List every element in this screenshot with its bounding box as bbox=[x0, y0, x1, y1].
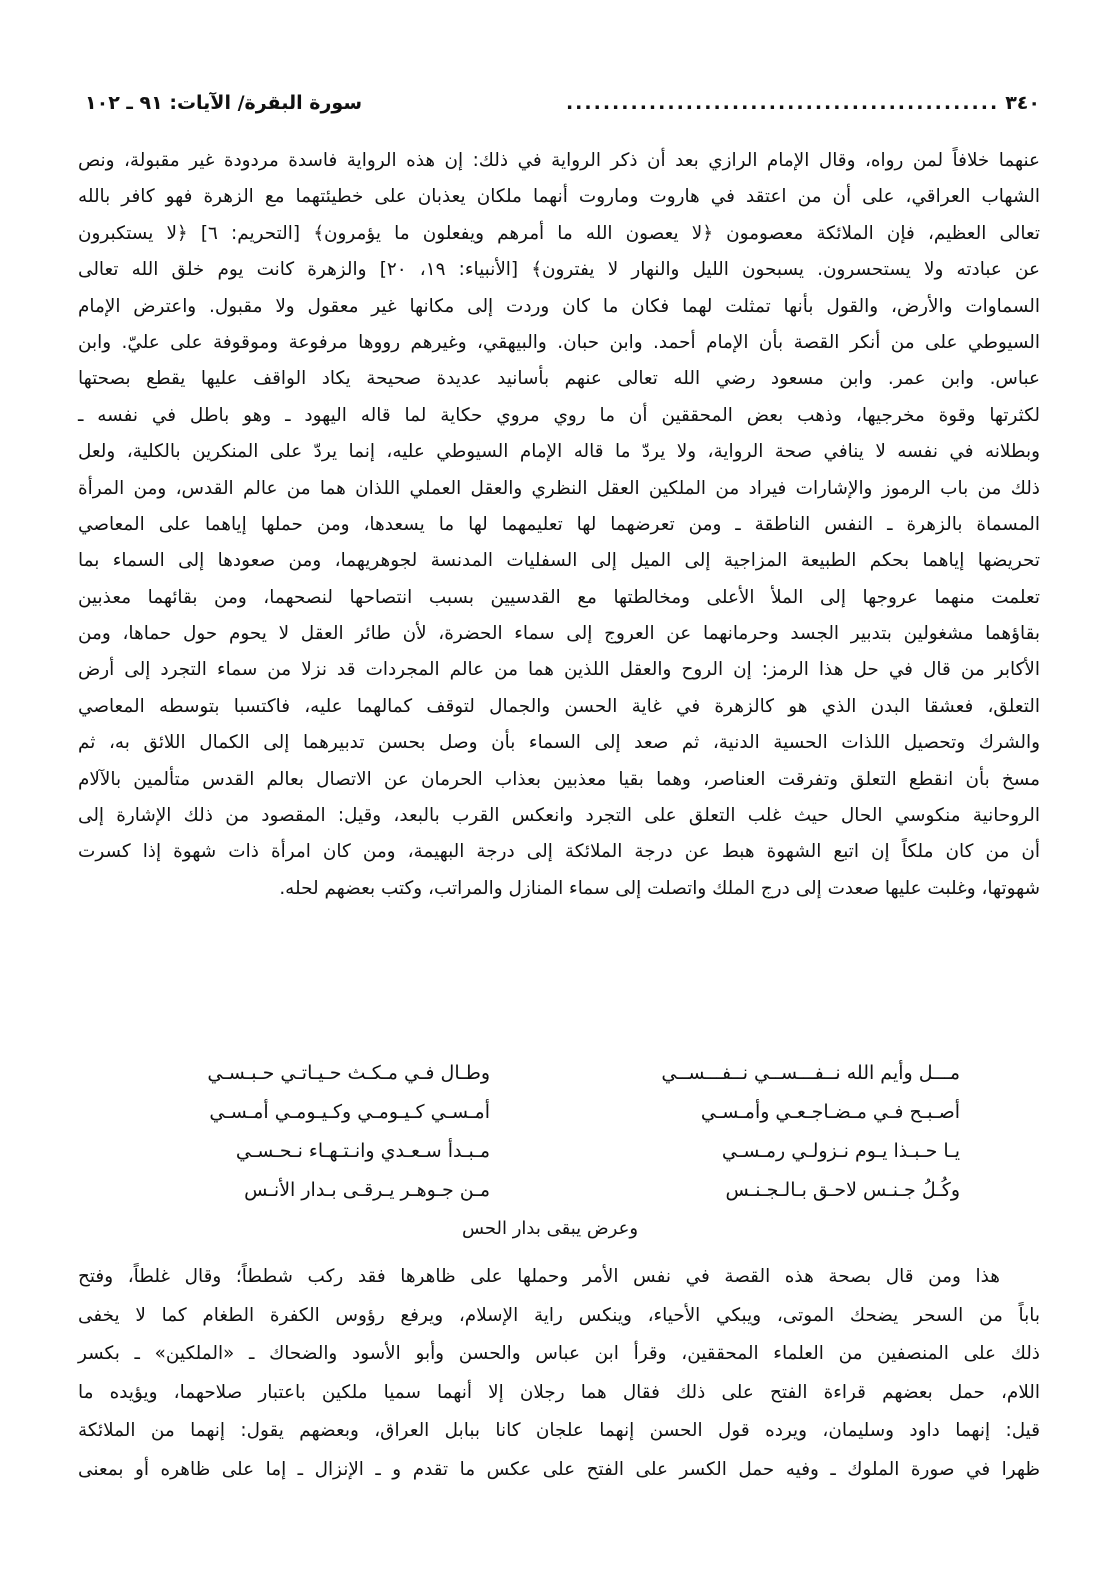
text-line: والشرك وتحصيل اللذات الحسية الدنية، ثم صعد إلى السماء بأن وصل بحسن تدبيرهما إلى الكمال اللائق به، ثم bbox=[78, 732, 1040, 754]
poem-closing-line: وعرض يبقى بدار الحس bbox=[461, 1218, 639, 1239]
header-leader-dots: ............................................... bbox=[565, 92, 1000, 114]
poem-verse bbox=[130, 1093, 960, 1132]
text-line: بقاؤهما مشغولين بتدبير الجسد وحرمانهما عن العروج إلى سماء الحضرة، لأن طائر العقل لا يحوم حول حماها، ومن bbox=[78, 623, 1040, 645]
paragraph-2 bbox=[78, 1258, 1040, 1489]
text-line: قيل: إنهما داود وسليمان، ويرده قول الحسن إنهما علجان كانا ببابل العراق، وبعضهم يقول: إنهما من الملائكة bbox=[78, 1420, 1040, 1441]
text-line: التعلق، فعشقا البدن الذي هو كالزهرة في غاية الحسن والجمال لتوقف كمالهما عليه، فاكتسبا بتوسطه المعاصي bbox=[78, 695, 1040, 717]
first-hemistich: وكُـلُ جـنـس لاحـق بـالـجـنـس bbox=[725, 1179, 960, 1201]
text-line: لكثرتها وقوة مخرجيها، وذهب بعض المحققين أن ما روي مروي حكاية لما قاله اليهود ـ وهو باطل في نفسه ـ bbox=[78, 404, 1040, 426]
text-line: المسماة بالزهرة ـ النفس الناطقة ـ ومن تعرضهما لها تعليمهما لها ما يسعدها، ومن حملها إياهما على المعاصي bbox=[78, 513, 1040, 535]
second-hemistich: وطـال فـي مـكـث حـيـاتـي حـبـسـي bbox=[207, 1062, 490, 1084]
text-line: عنهما خلافاً لمن رواه، وقال الإمام الرازي بعد أن ذكر الرواية في ذلك: إن هذه الرواية فاسدة مردودة غير مقبولة، ونص bbox=[78, 150, 1040, 171]
text-line: السيوطي على من أنكر القصة بأن الإمام أحمد. وابن حبان. والبيهقي، وغيرهم رووها مرفوعة وموقوفة على عليّ. وابن bbox=[78, 331, 1040, 353]
poem-verse bbox=[130, 1054, 960, 1093]
text-line: عن عبادته ولا يستحسرون. يسبحون الليل والنهار لا يفترون﴾ [الأنبياء: ١٩، ٢٠] والزهرة كانت يوم خلق الله تعالى bbox=[78, 259, 1040, 281]
text-line: اللام، حمل بعضهم قراءة الفتح على ذلك فقال هما رجلان إلا أنهما سميا ملكين باعتبار صلاحهما، ويؤيده ما bbox=[78, 1381, 1040, 1403]
first-hemistich: يـا حـبـذا يـوم نـزولـي رمـسـي bbox=[721, 1140, 960, 1162]
first-hemistich: مـــل وأيم الله نــفـــســي نــفـــســي bbox=[661, 1062, 960, 1084]
text-line: الأكابر من قال في حل هذا الرمز: إن الروح والعقل اللذين هما من عالم المجردات قد نزلا من سماء التجرد إلى أرض bbox=[78, 659, 1040, 681]
second-hemistich: مـن جـوهـر يـرقـى بـدار الأنـس bbox=[244, 1179, 490, 1201]
text-line: وبطلانه في نفسه لا ينافي صحة الرواية، ولا يردّ ما قاله الإمام السيوطي عليه، إنما يردّ على المنكرين بالكلية، ولعل bbox=[78, 441, 1040, 463]
text-line: تعلمت منهما عروجها إلى الملأ الأعلى ومخالطتها مع القدسيين بسبب انتصاحها لنصحهما، ومن بقائهما معذبين bbox=[78, 586, 1040, 608]
paragraph-1 bbox=[78, 143, 1040, 907]
second-hemistich: أمـسـي كـيـومـي وكـيـومـي أمـسـي bbox=[209, 1101, 490, 1123]
text-line: السماوات والأرض، والقول بأنها تمثلت لهما فكان ما كان وردت إلى مكانها غير معقول ولا مقبول. واعترض الإمام bbox=[78, 295, 1040, 317]
text-line: الشهاب العراقي، على أن من اعتقد في هاروت وماروت أنهما ملكان يعذبان على خطيئتهما مع الزهرة فهو كافر بالله bbox=[78, 186, 1040, 208]
text-line: الروحانية منكوسي الحال حيث غلب التعلق على التجرد وانعكس القرب بالبعد، وقيل: المقصود من ذلك الإشارة إلى bbox=[78, 805, 1040, 827]
text-line: ظهرا في صورة الملوك ـ وفيه حمل الكسر على الفتح على عكس ما تقدم و ـ الإنزال ـ إما على ظاهره أو بمعنى bbox=[78, 1458, 1040, 1480]
poem-verse bbox=[130, 1171, 960, 1210]
poem-verse bbox=[130, 1132, 960, 1171]
page-number: ٣٤٠ bbox=[1005, 92, 1040, 114]
text-line: ذلك على المنصفين من العلماء المحققين، وقرأ ابن عباس والحسن وأبو الأسود والضحاك ـ «الملكين» ـ بكسر bbox=[78, 1343, 1040, 1364]
text-line: شهوتها، وغلبت عليها صعدت إلى درج الملك واتصلت إلى سماء المنازل والمراتب، وكتب بعضهم لحله. bbox=[279, 877, 1040, 899]
text-line: ذلك من باب الرموز والإشارات فيراد من الملكين العقل النظري والعقل العملي اللذان هما من عالم القدس، ومن المرأة bbox=[78, 477, 1040, 499]
running-title: سورة البقرة/ الآيات: ٩١ ـ ١٠٢ bbox=[85, 92, 363, 114]
page-header bbox=[85, 86, 1040, 120]
text-line: تحريضها إياهما بحكم الطبيعة المزاجية إلى الميل إلى السفليات المدنسة لجوهريهما، ومن صعودها إلى السماء بما bbox=[78, 550, 1040, 572]
text-line: باباً من السحر يضحك الموتى، ويبكي الأحياء، وينكس راية الإسلام، ويرفع رؤوس الكفرة الطغام كما لا يخفى bbox=[78, 1304, 1040, 1326]
text-line: هذا ومن قال بصحة هذه القصة في نفس الأمر وحملها على ظاهرها فقد ركب شططاً؛ وقال غلطاً، وفتح bbox=[78, 1266, 1000, 1287]
poem bbox=[130, 1054, 960, 1210]
second-hemistich: مـبـدأ سـعـدي وانـتـهـاء نـحـسـي bbox=[235, 1140, 490, 1162]
text-line: أن من كان ملكاً إن اتبع الشهوة هبط عن درجة الملائكة إلى درجة البهيمة، ومن كان امرأة ذات شهوة إذا كسرت bbox=[78, 841, 1040, 863]
text-line: مسخ بأن انقطع التعلق وتفرقت العناصر، وهما بقيا معذبين بعذاب الحرمان عن الاتصال بعالم القدس متألمين بالآلام bbox=[78, 768, 1040, 790]
text-line: عباس. وابن عمر. وابن مسعود رضي الله تعالى عنهم بأسانيد عديدة صحيحة يكاد الواقف عليها يقطع بصحتها bbox=[78, 368, 1040, 390]
text-line: تعالى العظيم، فإن الملائكة معصومون ﴿لا يعصون الله ما أمرهم ويفعلون ما يؤمرون﴾ [التحريم: ٦] ﴿لا يستكبرون bbox=[78, 222, 1040, 244]
first-hemistich: أصـبـح فـي مـضـاجـعـي وأمـسـي bbox=[700, 1101, 960, 1123]
